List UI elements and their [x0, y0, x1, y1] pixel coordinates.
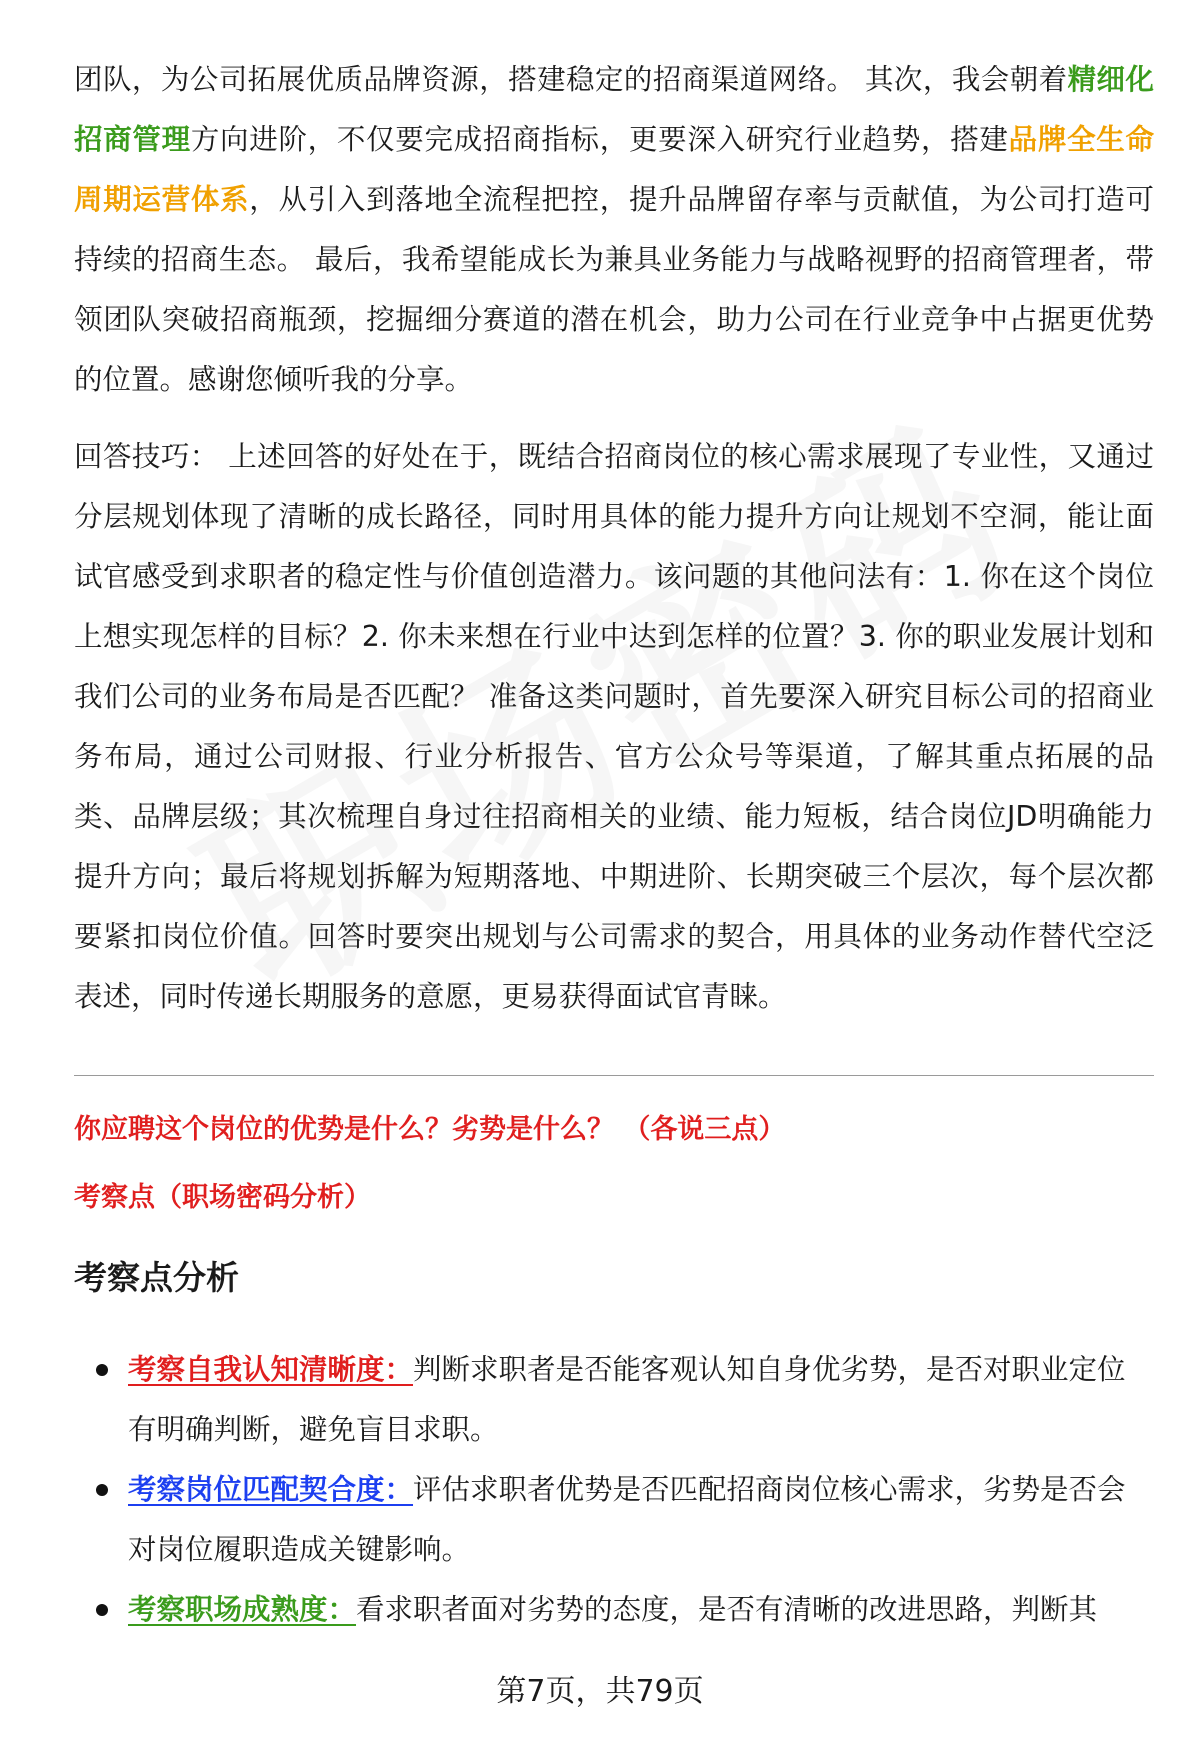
- point-label: 考察岗位匹配契合度：: [128, 1473, 414, 1506]
- answer-paragraph-continued: [74, 50, 1154, 410]
- point-text: 判断求职者是否能客观认知自身优劣势，是否对职业定位有明确判断，避免盲目求职。: [128, 1353, 1126, 1446]
- bullet-icon: [96, 1364, 108, 1376]
- point-label: 考察职场成熟度：: [128, 1593, 357, 1626]
- question-title: 你应聘这个岗位的优势是什么？劣势是什么？ （各说三点）: [74, 1114, 786, 1145]
- point-text: 看求职者面对劣势的态度，是否有清晰的改进思路，判断其: [356, 1593, 1098, 1626]
- answer-text-3: ，从引入到落地全流程把控，提升品牌留存率与贡献值，为公司打造可持续的招商生态。 最后，我希望能成长为兼具业务能力与战略视野的招商管理者，带领团队突破招商瓶颈，挖掘细分赛道的潜在机会，助力公司在行业竞争中占据更优势的位置。感谢您倾听我的分享。: [74, 183, 1154, 396]
- point-label: 考察自我认知清晰度：: [128, 1353, 414, 1386]
- point-text: 评估求职者优势是否匹配招商岗位核心需求，劣势是否会对岗位履职造成关键影响。: [128, 1473, 1126, 1566]
- question-subheading: 考察点（职场密码分析）: [74, 1182, 371, 1213]
- answer-tips-paragraph: 回答技巧： 上述回答的好处在于，既结合招商岗位的核心需求展现了专业性，又通过分层规划体现了清晰的成长路径，同时用具体的能力提升方向让规划不空洞，能让面试官感受到求职者的稳定性与价值创造潜力。该问题的其他问法有：1. 你在这个岗位上想实现怎样的目标？2. 你未来想在行业中达到怎样的位置？3. 你的职业发展计划和我们公司的业务布局是否匹配？ 准备这类问题时，首先要深入研究目标公司的招商业务布局，通过公司财报、行业分析报告、官方公众号等渠道，了解其重点拓展的品类、品牌层级；其次梳理自身过往招商相关的业绩、能力短板，结合岗位JD明确能力提升方向；最后将规划拆解为短期落地、中期进阶、长期突破三个层次，每个层次都要紧扣岗位价值。回答时要突出规划与公司需求的契合，用具体的业务动作替代空泛表述，同时传递长期服务的意愿，更易获得面试官青睐。: [74, 440, 1154, 1013]
- highlight-refined-management: 精细化招商管理: [74, 63, 1154, 156]
- highlight-brand-lifecycle: 品牌全生命周期运营体系: [74, 123, 1154, 216]
- answer-text-1: 团队，为公司拓展优质品牌资源，搭建稳定的招商渠道网络。 其次，我会朝着: [74, 63, 1068, 96]
- bullet-icon: [96, 1604, 108, 1616]
- bullet-icon: [96, 1484, 108, 1496]
- page-content: [74, 50, 1154, 1640]
- list-item: [74, 1460, 1154, 1580]
- page-number: 第7页，共79页: [496, 1674, 704, 1709]
- list-item: [74, 1340, 1154, 1460]
- analysis-point-list: [74, 1340, 1154, 1640]
- section-title: 考察点分析: [74, 1258, 239, 1297]
- list-item: [74, 1580, 1154, 1640]
- answer-text-2: 方向进阶，不仅要完成招商指标，更要深入研究行业趋势，搭建: [190, 123, 1009, 156]
- section-divider: [74, 1075, 1154, 1076]
